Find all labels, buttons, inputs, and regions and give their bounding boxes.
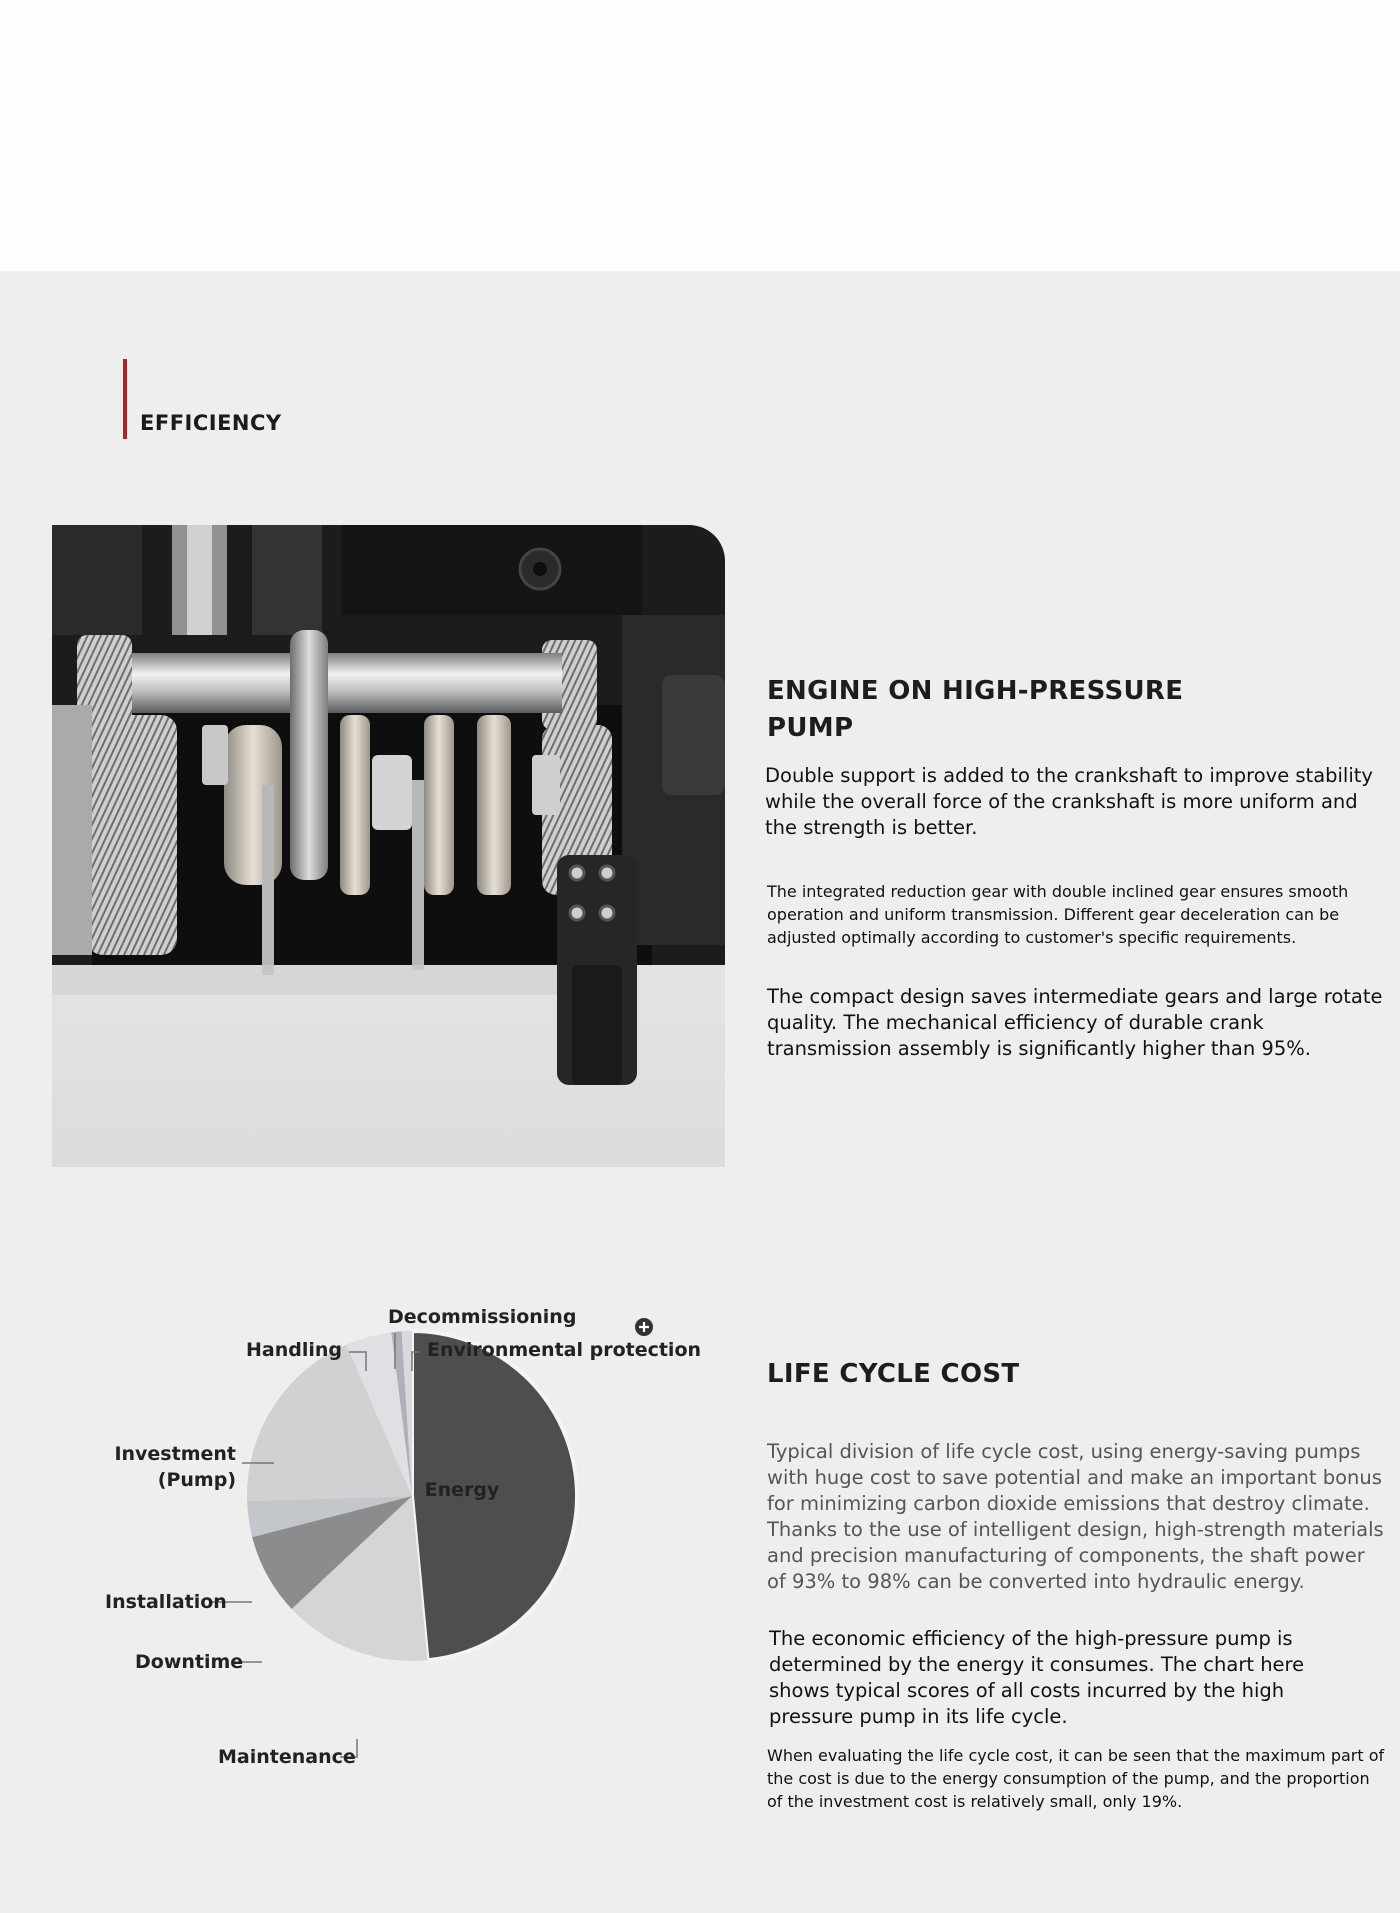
engine-title-line1: ENGINE ON HIGH-PRESSURE xyxy=(767,676,1184,706)
engine-title-line2: PUMP xyxy=(767,713,854,743)
lcc-paragraph-3: When evaluating the life cycle cost, it can be seen that the maximum part of the cost is due to the energy consumption of the pump, and the proportion of the investment cost is relatively small, only 19%. xyxy=(767,1746,1385,1811)
engine-paragraph-1: Double support is added to the crankshaft to improve stability while the overall force of the crankshaft is more uniform and the strength is better. xyxy=(765,764,1373,839)
life-cycle-cost-pie-chart xyxy=(52,1181,725,1841)
pie-label-downtime: Downtime xyxy=(135,1651,244,1673)
pie-label-maintenance: Maintenance xyxy=(218,1746,356,1768)
section-title: EFFICIENCY xyxy=(140,411,282,435)
pie-label-environmental-protection: Environmental protection xyxy=(427,1339,702,1361)
section-accent-bar xyxy=(123,359,127,439)
pie-label-installation: Installation xyxy=(105,1591,227,1613)
efficiency-page xyxy=(0,271,1400,1913)
engine-crankshaft-image xyxy=(52,525,725,1167)
pie-label-investment-pump: Investment (Pump) xyxy=(114,1443,236,1491)
pie-label-handling: Handling xyxy=(245,1339,342,1361)
top-margin xyxy=(0,0,1400,271)
lcc-paragraph-1: Typical division of life cycle cost, using energy-saving pumps with huge cost to save potential and make an important bonus for minimizing carbon dioxide emissions that destroy climate. Thanks to the use of intelligent design, high-strength materials and precision manufacturing of components, the shaft power of 93% to 98% can be converted into hydraulic energy. xyxy=(767,1440,1384,1593)
plus-circle-icon[interactable] xyxy=(635,1318,653,1336)
pie-label-energy: Energy xyxy=(424,1479,500,1501)
lcc-title: LIFE CYCLE COST xyxy=(767,1359,1020,1389)
engine-paragraph-3: The compact design saves intermediate gears and large rotate quality. The mechanical efficiency of durable crank transmission assembly is significantly higher than 95%. xyxy=(767,985,1383,1060)
engine-paragraph-2: The integrated reduction gear with double inclined gear ensures smooth operation and uniform transmission. Different gear deceleration can be adjusted optimally according to customer's specific requirements. xyxy=(767,882,1349,947)
pie-chart-svg xyxy=(52,1181,725,1841)
pie-label-decommissioning: Decommissioning xyxy=(388,1306,577,1328)
lcc-paragraph-2: The economic efficiency of the high-pressure pump is determined by the energy it consumes. The chart here shows typical scores of all costs incurred by the high pressure pump in its life cycle. xyxy=(769,1627,1305,1728)
